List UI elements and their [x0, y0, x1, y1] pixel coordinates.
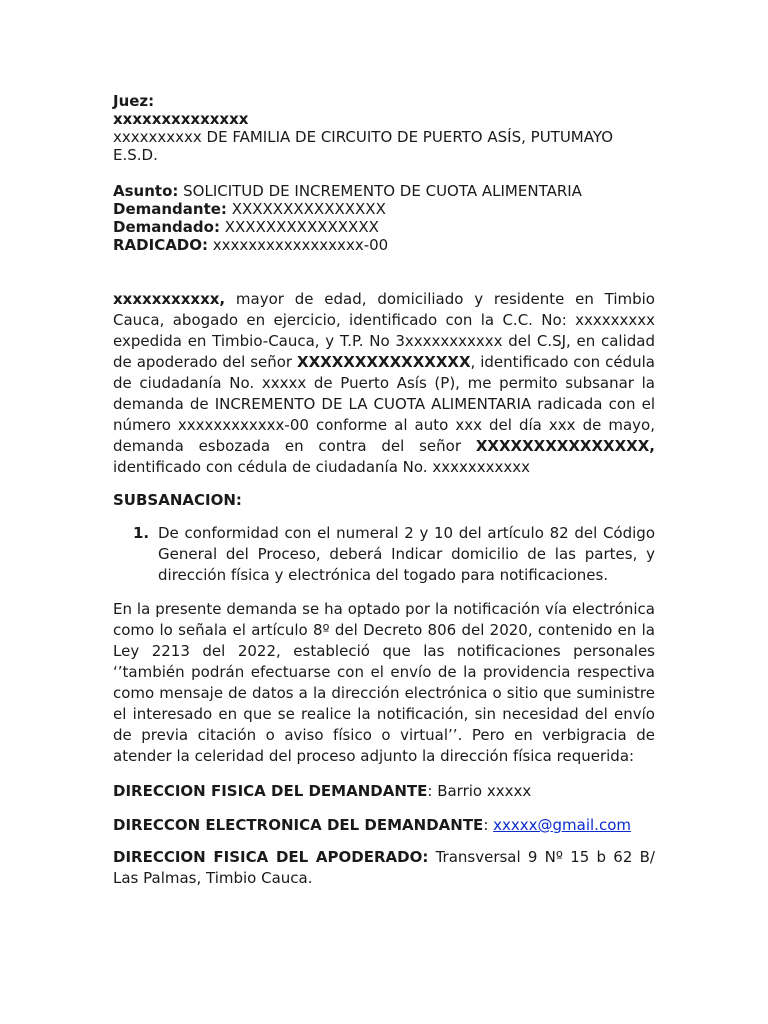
demandante-email-link[interactable]: xxxxx@gmail.com [493, 816, 631, 834]
document-content [113, 92, 655, 889]
defendant-name: XXXXXXXXXXXXXXX, [475, 437, 655, 455]
addressee-block [113, 92, 655, 164]
apoderado-physical-label: DIRECCION FISICA DEL APODERADO: [113, 848, 429, 866]
asunto-line [113, 182, 655, 200]
demandante-email-address [113, 816, 655, 834]
subsanacion-list-item [133, 523, 655, 586]
radicado-label: RADICADO: [113, 236, 209, 254]
intro-text-2: , identificado con cédula de ciudadanía No. xxxxx de Puerto Asís (P), me permito subsanar la demanda de INCREMENTO DE LA CUOTA ALIMENTARIA radicada con el número xxxxxxxxxxxx-00 conforme al auto xxx del día xxx de mayo, demanda esbozada en contra del señor [113, 353, 655, 455]
demandado-line [113, 218, 655, 236]
radicado-line [113, 236, 655, 254]
demandado-label: Demandado: [113, 218, 220, 236]
subsanacion-heading: SUBSANACION: [113, 491, 242, 509]
list-item-number: 1. [133, 524, 150, 542]
asunto-label: Asunto: [113, 182, 179, 200]
email-separator: : [483, 816, 494, 834]
demandante-physical-address [113, 782, 655, 800]
list-item-text: De conformidad con el numeral 2 y 10 del artículo 82 del Código General del Proceso, deberá Indicar domicilio de las partes, y dirección física y electrónica del togado para notificaciones. [158, 524, 655, 584]
intro-text-1: mayor de edad, domiciliado y residente en Timbio Cauca, abogado en ejercicio, identificado con la C.C. No: xxxxxxxxx expedida en Timbio-Cauca, y T.P. No 3xxxxxxxxxxx del C.SJ, en calidad de apoderado del señor [113, 290, 655, 371]
apoderado-physical-address [113, 847, 655, 889]
demandante-physical-label: DIRECCION FISICA DEL DEMANDANTE [113, 782, 428, 800]
esd-line: E.S.D. [113, 146, 158, 164]
judge-label: Juez: [113, 92, 155, 110]
notification-paragraph: En la presente demanda se ha optado por la notificación vía electrónica como lo señala el artículo 8º del Decreto 806 del 2020, contenido en la Ley 2213 del 2022, estableció que las notificaciones personales ‘’también podrán efectuarse con el envío de la providencia respectiva como mensaje de datos a la dirección electrónica o sitio que suministre el interesado en que se realice la notificación, sin necesidad del envío de previa citación o aviso físico o virtual’’. Pero en verbigracia de atender la celeridad del proceso adjunto la dirección física requerida: [113, 600, 655, 765]
case-metadata [113, 182, 655, 254]
demandante-line [113, 200, 655, 218]
demandante-physical-value: : Barrio xxxxx [427, 782, 532, 800]
court-name [113, 128, 655, 146]
demandante-value: XXXXXXXXXXXXXXX [226, 200, 386, 218]
demandado-value: XXXXXXXXXXXXXXX [219, 218, 379, 236]
radicado-value: xxxxxxxxxxxxxxxxx-00 [208, 236, 389, 254]
judge-name: xxxxxxxxxxxxxx [113, 110, 249, 128]
asunto-value: SOLICITUD DE INCREMENTO DE CUOTA ALIMENTARIA [178, 182, 582, 200]
client-name: XXXXXXXXXXXXXXX [297, 353, 471, 371]
demandante-email-label: DIRECCON ELECTRONICA DEL DEMANDANTE [113, 816, 484, 834]
demandante-label: Demandante: [113, 200, 227, 218]
lawyer-name: xxxxxxxxxxx, [113, 290, 226, 308]
court-prefix: xxxxxxxxxx [113, 128, 202, 146]
apoderado-physical-value: Transversal 9 Nº 15 b 62 B/ Las Palmas, Timbio Cauca. [113, 848, 655, 887]
intro-text-3: identificado con cédula de ciudadanía No. xxxxxxxxxxx [113, 458, 530, 476]
intro-paragraph [113, 289, 655, 478]
court-title: DE FAMILIA DE CIRCUITO DE PUERTO ASÍS, PUTUMAYO [201, 128, 613, 146]
